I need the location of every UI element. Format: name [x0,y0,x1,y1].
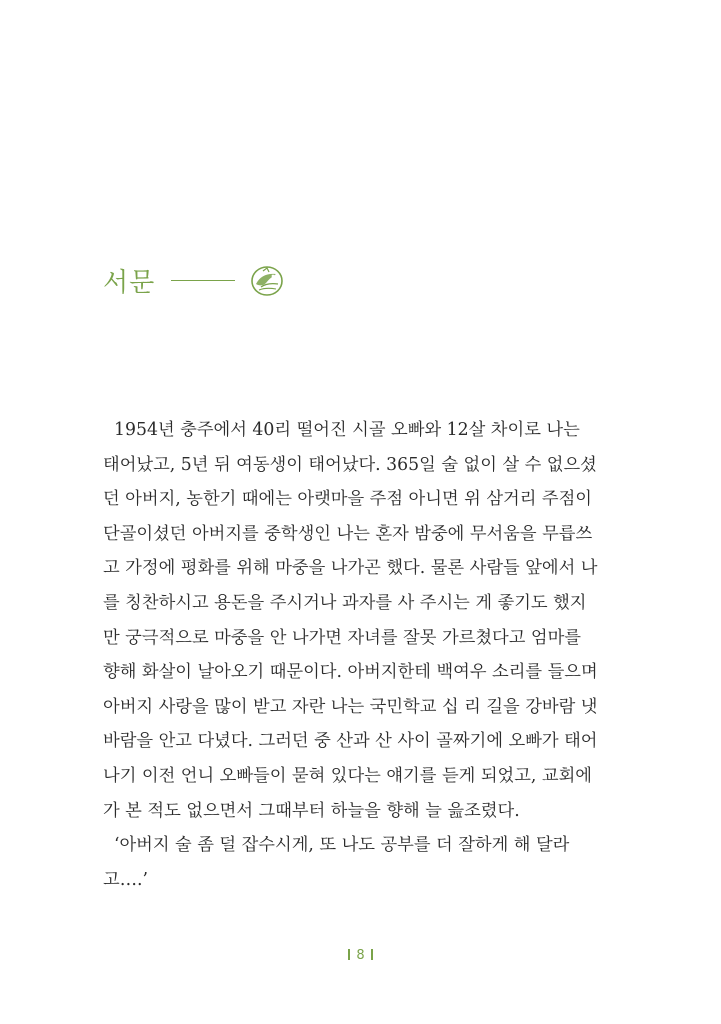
text-line: 아버지 사랑을 많이 받고 자란 나는 국민학교 십 리 길을 강바람 냇 [103,696,598,717]
section-title: 서문 [103,267,156,298]
text-line: 단골이셨던 아버지를 중학생인 나는 혼자 밤중에 무서움을 무릅쓰 [103,523,593,544]
text-line: 던 아버지, 농한기 때에는 아랫마을 주점 아니면 위 삼거리 주점이 [103,489,592,510]
page-number-bar-left [348,949,350,960]
text-line: 고….’ [103,869,148,890]
text-line: 만 궁극적으로 마중을 안 나가면 자녀를 잘못 가르쳤다고 엄마를 [103,627,581,648]
text-line: 가 본 적도 없으면서 그때부터 하늘을 향해 늘 읊조렸다. [103,800,520,821]
text-line: 고 가정에 평화를 위해 마중을 나가곤 했다. 물론 사람들 앞에서 나 [103,558,598,579]
text-line: 바람을 안고 다녔다. 그러던 중 산과 산 사이 골짜기에 오빠가 태어 [103,731,598,752]
preface-body [103,413,607,897]
text-line: 나기 이전 언니 오빠들이 묻혀 있다는 얘기를 듣게 되었고, 교회에 [103,765,592,786]
text-line: 를 칭찬하시고 용돈을 주시거나 과자를 사 주시는 게 좋기도 했지 [103,592,587,613]
text-line: ‘아버지 술 좀 덜 잡수시게, 또 나도 공부를 더 잘하게 해 달라 [103,835,570,856]
text-line: 태어났고, 5년 뒤 여동생이 태어났다. 365일 술 없이 살 수 없으셨 [103,454,597,475]
text-line: 향해 화살이 날아오기 때문이다. 아버지한테 백여우 소리를 들으며 [103,662,598,683]
section-heading [103,258,285,302]
page-number [0,948,721,963]
bird-emblem-icon [249,262,285,298]
page-number-bar-right [371,949,373,960]
page-number-value: 8 [356,948,365,963]
heading-divider [171,280,235,281]
text-line: 1954년 충주에서 40리 떨어진 시골 오빠와 12살 차이로 나는 [103,420,580,440]
